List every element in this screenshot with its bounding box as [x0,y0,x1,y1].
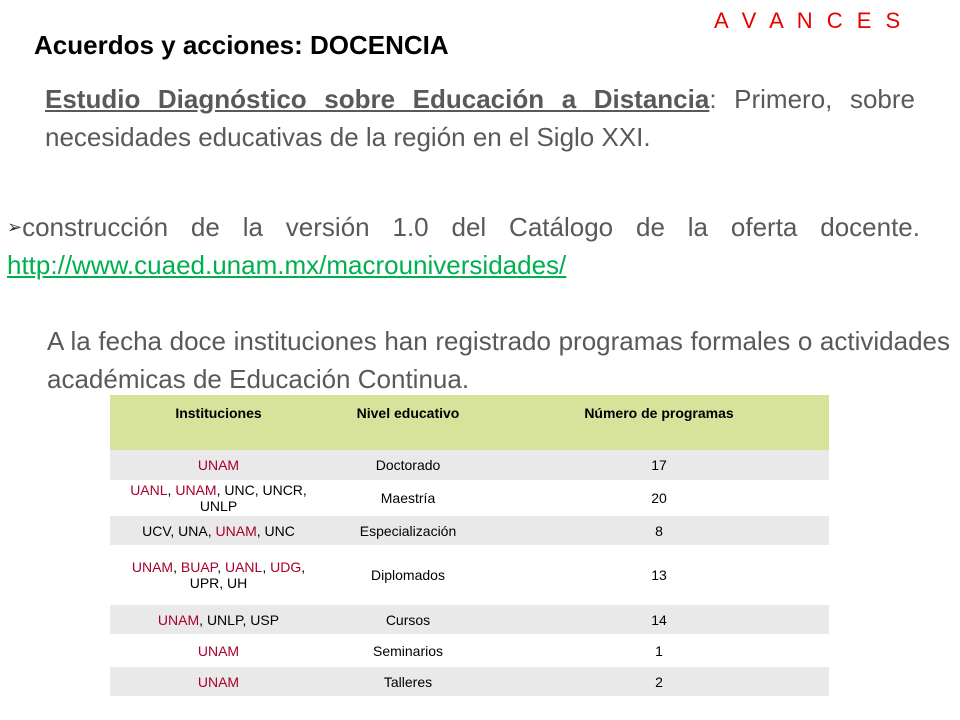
institution-name: UCV [142,522,171,539]
row-count: 13 [489,546,829,604]
row-level: Diplomados [327,546,489,604]
row-level: Cursos [327,604,489,635]
row-count: 17 [489,450,829,481]
institution-name: UNC [264,522,295,539]
table-row [110,450,829,481]
institution-name: UNA [178,522,208,539]
row-count: 20 [489,481,829,515]
row-count: 8 [489,515,829,546]
table-body [110,450,829,697]
table-header-row [110,395,829,450]
programs-table [110,395,829,698]
row-count: 1 [489,635,829,666]
table-row [110,515,829,546]
row-institutions [110,666,327,697]
study-separator: : [709,84,717,114]
table-row [110,666,829,697]
row-count: 2 [489,666,829,697]
catalog-link[interactable]: http://www.cuaed.unam.mx/macrouniversidades/ [7,250,567,280]
row-institutions: UNAM, UNLP, USP [110,604,327,635]
institution-name: UNAM [131,559,174,575]
row-level: Talleres [327,666,489,697]
institution-name: UNAM [215,522,257,539]
table-row [110,604,829,635]
institution-highlight: UNAM [197,457,240,473]
institution-highlight: UNAM [197,642,240,659]
row-level: Maestría [327,481,489,515]
catalog-text: construcción de la versión 1.0 del Catálogo de la oferta docente. [22,212,920,242]
row-level: Seminarios [327,635,489,666]
row-institutions: UANL, UNAM, UNC, UNCR, UNLP [110,481,327,515]
institution-name: UNLP [199,498,238,514]
page-title: Acuerdos y acciones: DOCENCIA [34,30,449,60]
institution-name: UANL [130,482,168,498]
row-institutions [110,635,327,666]
avances-tag: A V A N C E S [714,8,905,33]
table-row [110,481,829,515]
row-count: 14 [489,604,829,635]
institution-name: UDG [270,559,302,575]
row-institutions: UCV, UNA, UNAM, UNC [110,515,327,546]
summary-paragraph: A la fecha doce instituciones han registrado programas formales o actividades académicas de Educación Continua. [47,326,950,394]
institution-name: UPR [189,575,220,591]
row-institutions [110,450,327,481]
institution-name: UANL [224,559,263,575]
institution-name: UH [227,575,248,591]
row-level: Doctorado [327,450,489,481]
study-title: Estudio Diagnóstico sobre Educación a Distancia [45,84,710,114]
row-level: Especialización [327,515,489,546]
institution-name: UNLP [206,611,243,628]
institution-name: BUAP [180,559,218,575]
study-text: Primero, sobre necesidades educativas de la región en el Siglo XXI. [45,84,915,152]
table-row [110,635,829,666]
row-institutions: UNAM, BUAP, UANL, UDG, UPR, UH [110,546,327,604]
institution-name: UNAM [175,482,217,498]
institution-name: UNAM [157,611,200,628]
study-paragraph [45,80,915,156]
institution-name: UNC [224,482,255,498]
institution-name: UNCR [262,482,303,498]
arrow-bullet-icon: ➢ [7,217,23,237]
catalog-paragraph [7,208,920,284]
table-row [110,546,829,604]
column-header-institutions: Instituciones [110,395,327,450]
column-header-count: Número de programas [489,395,829,450]
column-header-level: Nivel educativo [327,395,489,450]
institution-name: USP [250,611,280,628]
table-header [110,395,829,450]
institution-highlight: UNAM [197,673,240,690]
